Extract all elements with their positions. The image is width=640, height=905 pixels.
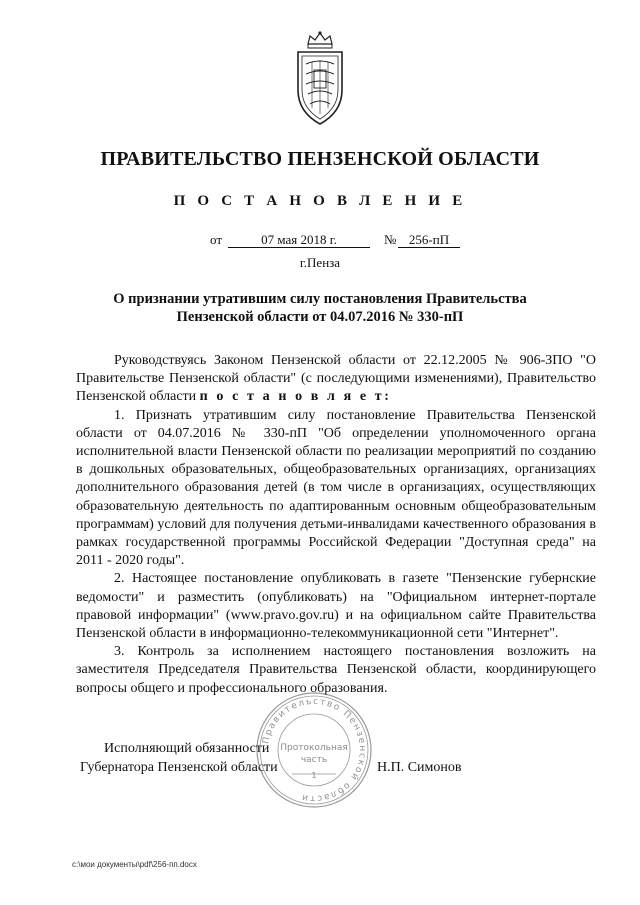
intro-text: Руководствуясь Законом Пензенской области от 22.12.2005 № 906-ЗПО "О Правительстве Пензенской области" (с последующими изменениями), Правительство Пензенской области	[76, 353, 596, 405]
svg-text:1: 1	[311, 771, 317, 780]
item-3-paragraph: 3. Контроль за исполнением настоящего постановления возложить на заместителя Председателя Правительства Пензенской области, координирующего вопросы общего и профессионального образования.	[76, 644, 596, 696]
item-1-paragraph: 1. Признать утратившим силу постановление Правительства Пензенской области от 04.07.2016 № 330-пП "Об определении уполномоченного органа исполнительной власти Пензенской области по реализации мероприятий по созданию в дошкольных образовательных, общеобразовательных организациях, организациях дополнительного образования детей (в том числе в организациях, осуществляющих образовательную деятельность по адаптированным основным общеобразовательным программам) условий для получения детьми-инвалидами качественного образования в рамках государственной программы Российской Федерации "Доступная среда" на 2011 - 2020 годы".	[76, 407, 596, 569]
issue-place: г.Пенза	[299, 255, 341, 270]
document-subject	[100, 290, 540, 326]
intro-paragraph	[76, 352, 596, 407]
date-from-label: от	[210, 232, 223, 247]
signer-name: Н.П. Симонов	[377, 760, 462, 775]
government-title: ПРАВИТЕЛЬСТВО ПЕНЗЕНСКОЙ ОБЛАСТИ	[100, 148, 540, 170]
svg-text:часть: часть	[300, 755, 328, 765]
subject-line-1: О признании утратившим силу постановления Правительства	[113, 291, 527, 307]
signer-position-line-1: Исполняющий обязанности	[104, 741, 270, 756]
document-type: П О С Т А Н О В Л Е Н И Е	[173, 193, 467, 209]
document-date: 07 мая 2018 г.	[228, 232, 370, 248]
item-2-paragraph: 2. Настоящее постановление опубликовать в газете "Пензенские губернские ведомости" и разместить (опубликовать) на "Официальном интернет-портале правовой информации" (www.pravo.gov.ru) и на официальном сайте Правительства Пензенской области в информационно-телекоммуникационной сети "Интернет".	[76, 571, 596, 642]
svg-text:Правительство Пензенской облас: Правительство Пензенской области	[261, 696, 368, 804]
svg-text:Протокольная: Протокольная	[280, 743, 348, 753]
subject-line-2: Пензенской области от 04.07.2016 № 330-пП	[176, 309, 464, 325]
number-label: №	[384, 232, 397, 247]
official-seal-stamp	[254, 690, 374, 810]
decree-word: п о с т а н о в л я е т:	[199, 389, 392, 405]
document-body	[76, 352, 596, 698]
file-path-footer: c:\мои документы\pdf\256-пп.docx	[72, 860, 197, 869]
coat-of-arms-emblem	[292, 30, 348, 130]
document-number: 256-пП	[398, 232, 460, 248]
signer-position-line-2: Губернатора Пензенской области	[80, 760, 278, 775]
